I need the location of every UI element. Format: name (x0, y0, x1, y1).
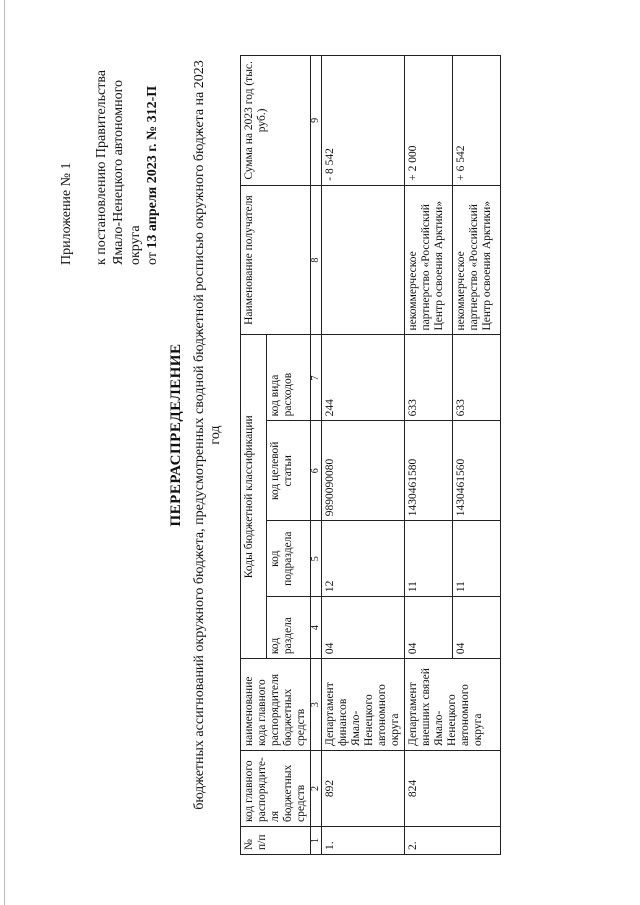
row2-name: Департамент внешних связей Ямало-Ненецкого автономного округа (405, 659, 501, 751)
row2b-recipient: некоммерческое партнерство «Российский Центр освоения Арктики» (453, 185, 501, 335)
header-main-code: код главного распорядите-ля бюджетных средств (241, 751, 311, 827)
header-group: Коды бюджетной классификации (241, 335, 267, 659)
document-subtitle: бюджетных ассигнований окружного бюджета, предусмотренных сводной бюджетной росписью окружного бюджета на 2023 год (192, 60, 223, 810)
header-num: № п/п (241, 827, 311, 855)
header-recipient: Наименование получателя (241, 185, 311, 335)
header-section: код раздела (266, 597, 310, 659)
row2b-section: 04 (453, 597, 501, 659)
row2a-amount: + 2 000 (405, 56, 453, 186)
row2a-subsection: 11 (405, 521, 453, 597)
appendix-line2: Ямало-Ненецкого автономного округа (111, 80, 143, 265)
header-expense: код вида расходов (266, 335, 310, 421)
row2a-target: 1430461580 (405, 421, 453, 521)
table-row (405, 56, 453, 855)
column-number-row (311, 56, 322, 855)
row2-code: 824 (405, 751, 501, 827)
appendix-date-value: 13 апреля 2023 г. № 312-П (145, 85, 160, 249)
row2b-subsection: 11 (453, 521, 501, 597)
col-number: 9 (311, 56, 322, 186)
col-number: 7 (311, 335, 322, 421)
row2b-target: 1430461560 (453, 421, 501, 521)
col-number: 3 (311, 659, 322, 751)
col-number: 8 (311, 185, 322, 335)
col-number: 4 (311, 597, 322, 659)
row1-name: Департамент финансов Ямало-Ненецкого автономного округа (322, 659, 405, 751)
row2a-expense: 633 (405, 335, 453, 421)
col-number: 6 (311, 421, 322, 521)
header-amount: Сумма на 2023 год (тыс. руб.) (241, 56, 311, 186)
row2a-recipient: некоммерческое партнерство «Российский Центр освоения Арктики» (405, 185, 453, 335)
row1-expense: 244 (322, 335, 405, 421)
header-row-1 (241, 56, 267, 855)
redistribution-table (240, 55, 501, 855)
appendix-date-prefix: от (145, 252, 160, 265)
col-number: 2 (311, 751, 322, 827)
row2a-section: 04 (405, 597, 453, 659)
row2-num: 2. (405, 827, 501, 855)
document-title: ПЕРЕРАСПРЕДЕЛЕНИЕ (168, 343, 184, 527)
row1-amount: - 8 542 (322, 56, 405, 186)
row1-target: 9890090080 (322, 421, 405, 521)
row1-subsection: 12 (322, 521, 405, 597)
row2b-expense: 633 (453, 335, 501, 421)
table-row (322, 56, 405, 855)
header-main-name: наименование кода главного распорядителя бюджетных средств (241, 659, 311, 751)
appendix-date (144, 45, 161, 265)
row1-section: 04 (322, 597, 405, 659)
appendix-line1: к постановлению Правительства (94, 69, 109, 265)
header-subsection: код подраздела (266, 521, 310, 597)
col-number: 5 (311, 521, 322, 597)
col-number: 1 (311, 827, 322, 855)
row2b-amount: + 6 542 (453, 56, 501, 186)
header-target: код целевой статьи (266, 421, 310, 521)
appendix-number: Приложение № 1 (59, 162, 74, 265)
appendix-block (58, 45, 161, 265)
row1-num: 1. (322, 827, 405, 855)
row1-code: 892 (322, 751, 405, 827)
row1-recipient (322, 185, 405, 335)
